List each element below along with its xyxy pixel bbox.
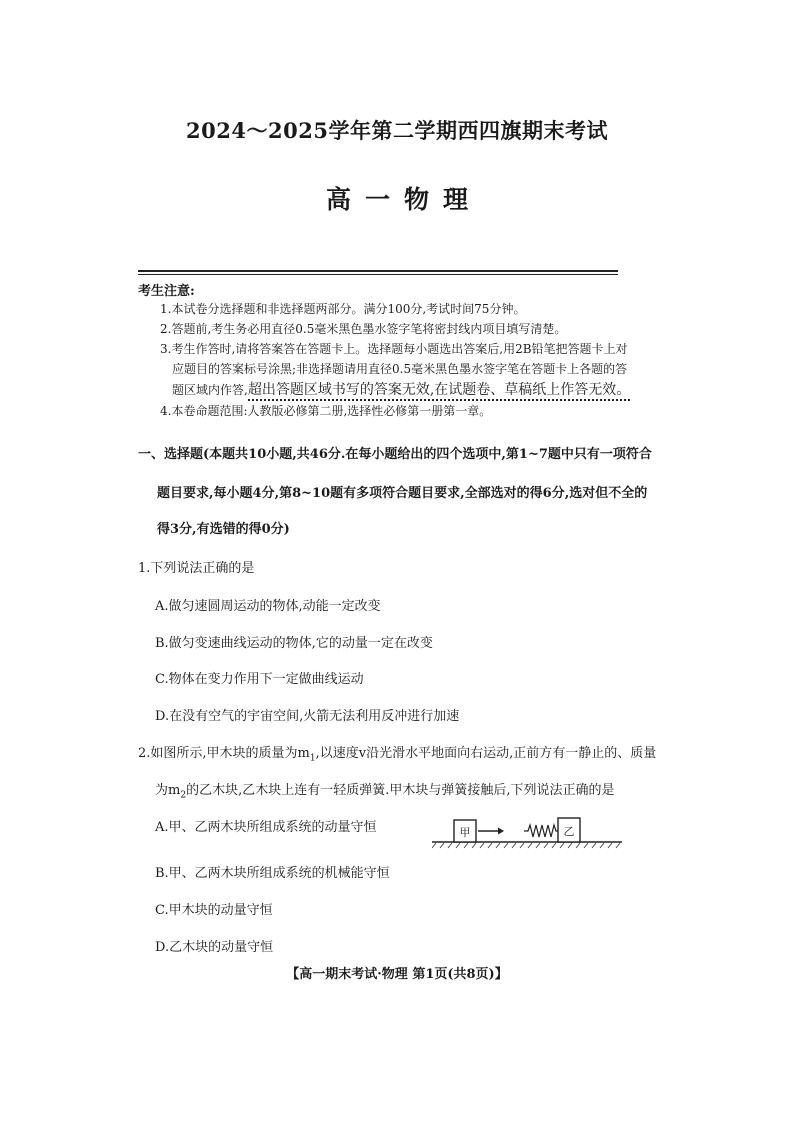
notice-item-3-line-3 bbox=[172, 379, 630, 399]
q2-stem-part-a: 2.如图所示,甲木块的质量为m bbox=[138, 746, 310, 761]
notice-item-4: 4.本卷命题范围:人教版必修第二册,选择性必修第一册第一章。 bbox=[160, 404, 492, 418]
collision-figure-svg bbox=[432, 812, 622, 854]
notice-item-3-line-2: 应题目的答案标号涂黑;非选择题请用直径0.5毫米黑色墨水签字笔在答题卡上各题的答 bbox=[172, 362, 628, 376]
notice-emphasis: 超出答题区域书写的答案无效,在试题卷、草稿纸上作答无效。 bbox=[248, 382, 630, 401]
notice-item-3-line-3-start: 题区域内作答, bbox=[172, 383, 248, 397]
question-2-stem-line-1 bbox=[138, 742, 656, 764]
question-2-option-b: B.甲、乙两木块所组成系统的机械能守恒 bbox=[155, 866, 390, 881]
page-footer: 【高一期末考试·物理 第1页(共8页)】 bbox=[286, 967, 508, 982]
question-1-option-a: A.做匀速圆周运动的物体,动能一定改变 bbox=[155, 599, 381, 614]
q2-stem-sub-1: 1 bbox=[309, 753, 316, 764]
notice-item-2: 2.答题前,考生务必用直径0.5毫米黑色墨水签字笔将密封线内项目填写清楚。 bbox=[160, 322, 567, 336]
q2-stem-part-d: 的乙木块,乙木块上连有一轻质弹簧.甲木块与弹簧接触后,下列说法正确的是 bbox=[186, 783, 615, 798]
divider-top bbox=[138, 270, 618, 272]
spring bbox=[524, 825, 558, 837]
question-1-option-d: D.在没有空气的宇宙空间,火箭无法利用反冲进行加速 bbox=[155, 709, 460, 724]
q2-stem-part-c: 为m bbox=[155, 783, 181, 798]
velocity-arrow-head bbox=[498, 828, 504, 835]
notice-item-1: 1.本试卷分选择题和非选择题两部分。满分100分,考试时间75分钟。 bbox=[160, 302, 526, 316]
question-1-stem: 1.下列说法正确的是 bbox=[138, 561, 255, 576]
question-1-option-c: C.物体在变力作用下一定做曲线运动 bbox=[155, 672, 364, 687]
q2-stem-part-b: ,以速度v沿光滑水平地面向右运动,正前方有一静止的、质量 bbox=[315, 746, 657, 761]
block-b-label: 乙 bbox=[563, 825, 575, 838]
question-2-stem-line-2 bbox=[155, 779, 614, 801]
question-2-option-a: A.甲、乙两木块所组成系统的动量守恒 bbox=[155, 820, 377, 835]
section-1-line-2: 题目要求,每小题4分,第8~10题有多项符合题目要求,全部选对的得6分,选对但不全的 bbox=[157, 486, 648, 501]
question-2-option-c: C.甲木块的动量守恒 bbox=[155, 903, 273, 918]
exam-title: 2024～2025学年第二学期西四旗期末考试 bbox=[186, 118, 608, 143]
section-1-line-3: 得3分,有选错的得0分) bbox=[157, 522, 290, 537]
divider-bottom bbox=[138, 274, 618, 275]
notice-heading: 考生注意: bbox=[138, 284, 195, 299]
collision-figure bbox=[432, 812, 622, 858]
notice-item-3-line-1: 3.考生作答时,请将答案答在答题卡上。选择题每小题选出答案后,用2B铅笔把答题卡上对 bbox=[160, 342, 628, 356]
question-2-option-d: D.乙木块的动量守恒 bbox=[155, 940, 274, 955]
subject-title: 高一物理 bbox=[325, 185, 482, 214]
ground-hatching bbox=[432, 843, 620, 848]
q2-stem-sub-2: 2 bbox=[180, 790, 187, 801]
block-a-label: 甲 bbox=[459, 826, 471, 839]
question-1-option-b: B.做匀变速曲线运动的物体,它的动量一定在改变 bbox=[155, 636, 433, 651]
section-1-line-1: 一、选择题(本题共10小题,共46分.在每小题给出的四个选项中,第1~7题中只有一项符合 bbox=[138, 447, 652, 462]
